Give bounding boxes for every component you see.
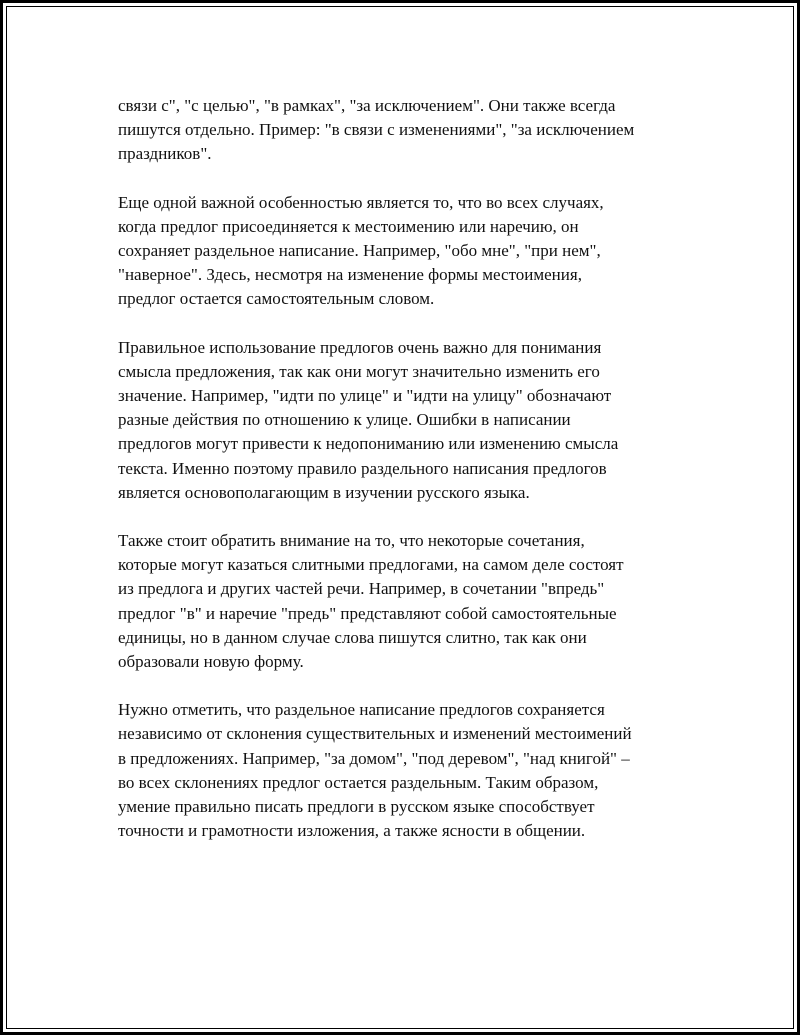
text-line: в предложениях. Например, "за домом", "под деревом", "над книгой" –: [118, 748, 630, 768]
text-line: точности и грамотности изложения, а также ясности в общении.: [118, 821, 586, 841]
text-line: которые могут казаться слитными предлогами, на самом деле состоят: [118, 555, 624, 575]
text-line: из предлога и других частей речи. Например, в сочетании "впредь": [118, 579, 605, 599]
text-line: Еще одной важной особенностью является то, что во всех случаях,: [118, 192, 604, 212]
text-line: пишутся отдельно. Пример: "в связи с изменениями", "за исключением: [118, 120, 635, 140]
text-line: когда предлог присоединяется к местоимению или наречию, он: [118, 216, 579, 236]
text-line: Правильное использование предлогов очень важно для понимания: [118, 337, 602, 357]
text-line: предлог остается самостоятельным словом.: [118, 289, 435, 309]
text-line: текста. Именно поэтому правило раздельного написания предлогов: [118, 458, 607, 478]
text-line: является основополагающим в изучении русского языка.: [118, 482, 530, 502]
text-line: значение. Например, "идти по улице" и "идти на улицу" обозначают: [118, 386, 612, 406]
text-line: во всех склонениях предлог остается раздельным. Таким образом,: [118, 772, 599, 792]
text-line: разные действия по отношению к улице. Ошибки в написании: [118, 410, 571, 430]
text-line: предлог "в" и наречие "предь" представляют собой самостоятельные: [118, 603, 617, 623]
text-line: сохраняет раздельное написание. Например, "обо мне", "при нем",: [118, 241, 601, 261]
paragraph-5: [118, 698, 690, 843]
text-line: праздников".: [118, 144, 212, 164]
text-line: предлогов могут привести к недопониманию или изменению смысла: [118, 434, 619, 454]
paragraph-2: [118, 191, 690, 312]
text-line: "наверное". Здесь, несмотря на изменение формы местоимения,: [118, 265, 582, 285]
text-line: умение правильно писать предлоги в русском языке способствует: [118, 797, 595, 817]
text-line: Нужно отметить, что раздельное написание предлогов сохраняется: [118, 700, 605, 720]
paragraph-3: [118, 336, 690, 505]
text-line: единицы, но в данном случае слова пишутся слитно, так как они: [118, 627, 587, 647]
paragraph-4: [118, 529, 690, 674]
paragraph-1: [118, 94, 690, 167]
text-line: смысла предложения, так как они могут значительно изменить его: [118, 361, 600, 381]
text-line: независимо от склонения существительных и изменений местоимений: [118, 724, 632, 744]
text-line: Также стоит обратить внимание на то, что некоторые сочетания,: [118, 531, 585, 551]
document-body: [118, 94, 690, 867]
text-line: образовали новую форму.: [118, 652, 304, 672]
text-line: связи с", "с целью", "в рамках", "за исключением". Они также всегда: [118, 96, 616, 115]
